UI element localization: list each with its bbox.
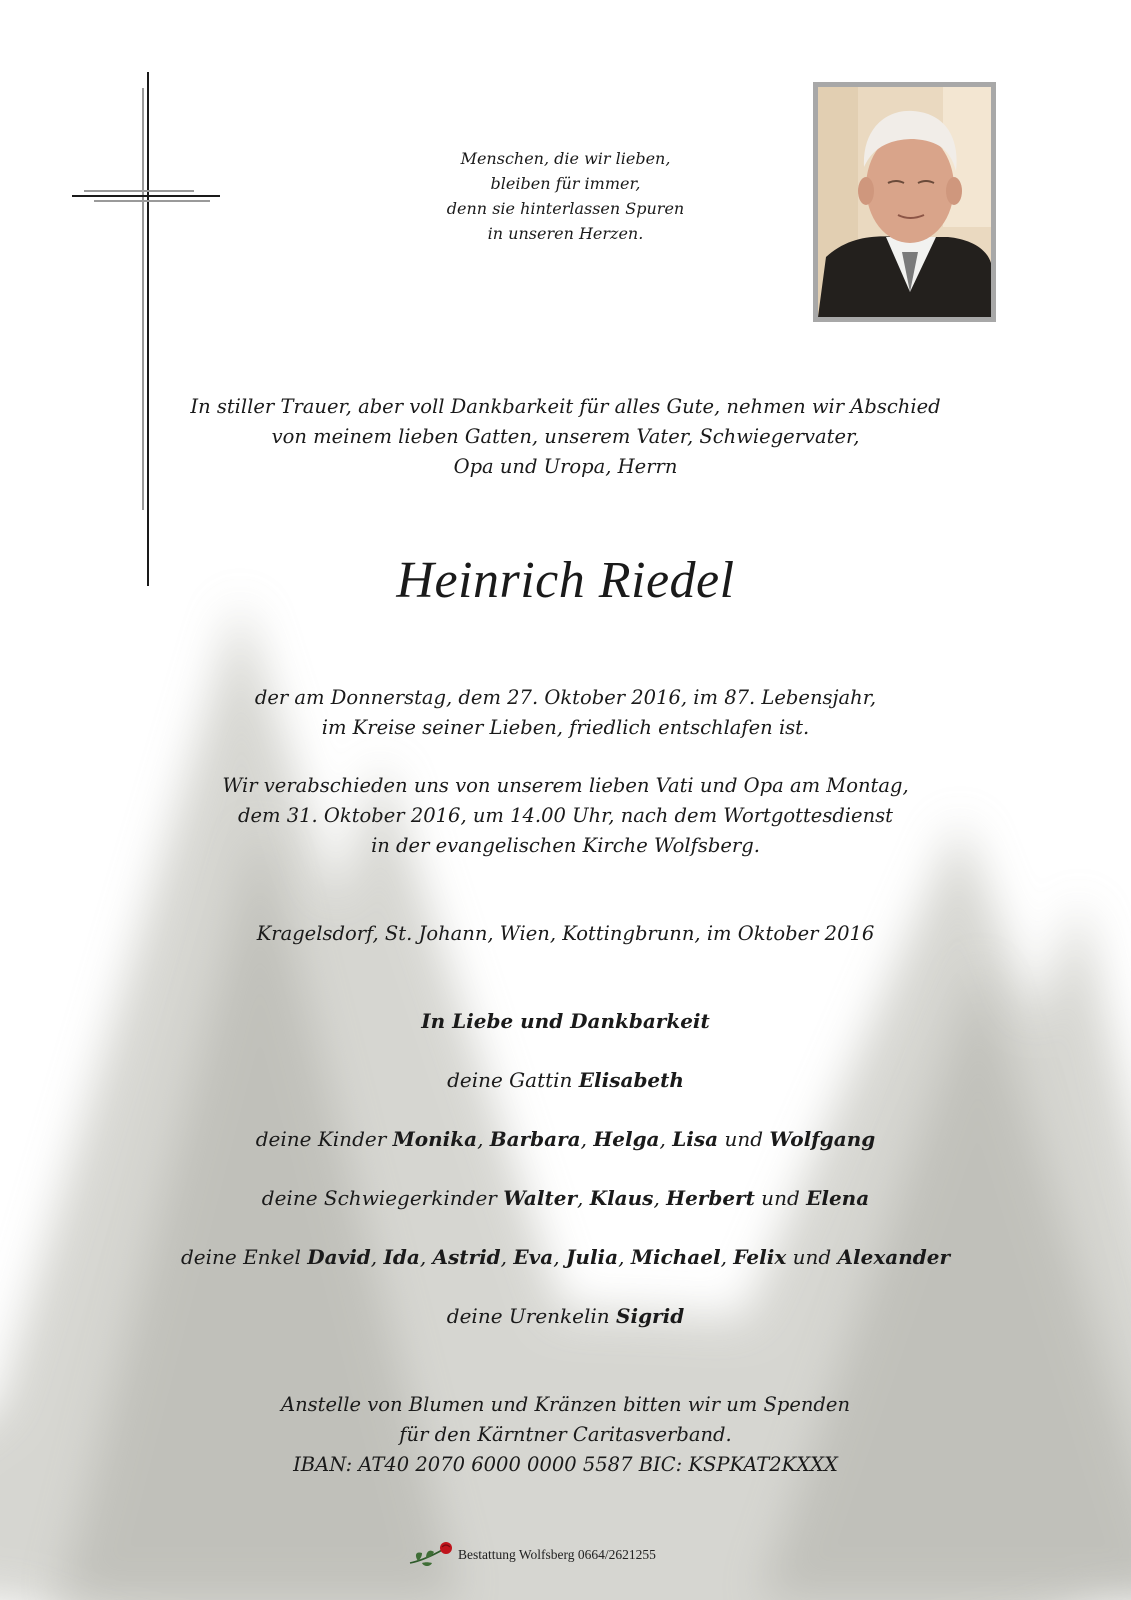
family-prefix: deine Schwiegerkinder bbox=[261, 1186, 504, 1210]
family-name: Barbara bbox=[489, 1127, 581, 1151]
family-name: Monika bbox=[392, 1127, 478, 1151]
family-prefix: deine Gattin bbox=[447, 1068, 579, 1092]
funeral-line: dem 31. Oktober 2016, um 14.00 Uhr, nach dem Wortgottesdienst bbox=[237, 804, 893, 827]
family-grandchildren bbox=[0, 1242, 1131, 1272]
family-separator: , bbox=[370, 1245, 384, 1269]
family-name: Walter bbox=[503, 1186, 577, 1210]
family-separator: , bbox=[653, 1186, 667, 1210]
family-wife bbox=[0, 1065, 1131, 1095]
intro-line: In stiller Trauer, aber voll Dankbarkeit für alles Gute, nehmen wir Abschied bbox=[190, 395, 941, 418]
motto-line: Menschen, die wir lieben, bbox=[460, 149, 671, 168]
motto-line: bleiben für immer, bbox=[490, 174, 641, 193]
rose-icon bbox=[408, 1541, 454, 1569]
death-line: der am Donnerstag, dem 27. Oktober 2016, im 87. Lebensjahr, bbox=[254, 686, 877, 709]
intro-text bbox=[0, 392, 1131, 482]
death-line: im Kreise seiner Lieben, friedlich entschlafen ist. bbox=[321, 716, 810, 739]
mourners-heading: In Liebe und Dankbarkeit bbox=[421, 1009, 710, 1033]
family-separator: , bbox=[720, 1245, 734, 1269]
family-prefix: deine Enkel bbox=[180, 1245, 308, 1269]
footer-text: Bestattung Wolfsberg 0664/2621255 bbox=[458, 1547, 656, 1562]
family-separator: , bbox=[618, 1245, 631, 1269]
family-separator: , bbox=[419, 1245, 433, 1269]
motto-verse bbox=[0, 146, 1131, 246]
family-name: David bbox=[307, 1245, 371, 1269]
place-date: Kragelsdorf, St. Johann, Wien, Kottingbrunn, im Oktober 2016 bbox=[256, 922, 875, 945]
family-prefix: deine Urenkelin bbox=[446, 1304, 617, 1328]
family-great-grandchild bbox=[0, 1301, 1131, 1331]
donation-request bbox=[0, 1390, 1131, 1480]
funeral-line: in der evangelischen Kirche Wolfsberg. bbox=[371, 834, 760, 857]
funeral-home-footer bbox=[408, 1543, 656, 1567]
family-name: Astrid bbox=[432, 1245, 501, 1269]
motto-line: denn sie hinterlassen Spuren bbox=[446, 199, 685, 218]
motto-line: in unseren Herzen. bbox=[487, 224, 644, 243]
funeral-line: Wir verabschieden uns von unserem lieben Vati und Opa am Montag, bbox=[222, 774, 909, 797]
family-name: Eva bbox=[513, 1245, 554, 1269]
family-separator: , bbox=[576, 1186, 590, 1210]
family-conjunction: und bbox=[786, 1245, 838, 1269]
family-children bbox=[0, 1124, 1131, 1154]
death-notice bbox=[0, 683, 1131, 743]
family-separator: , bbox=[553, 1245, 566, 1269]
family-name: Lisa bbox=[672, 1127, 719, 1151]
donation-line: für den Kärntner Caritasverband. bbox=[399, 1423, 732, 1446]
family-prefix: deine Kinder bbox=[255, 1127, 393, 1151]
donation-line: Anstelle von Blumen und Kränzen bitten wir um Spenden bbox=[280, 1393, 850, 1416]
family-separator: , bbox=[477, 1127, 490, 1151]
family-name: Helga bbox=[593, 1127, 660, 1151]
family-separator: , bbox=[580, 1127, 594, 1151]
family-name: Michael bbox=[630, 1245, 721, 1269]
family-name: Herbert bbox=[666, 1186, 755, 1210]
family-separator: , bbox=[659, 1127, 673, 1151]
donation-line: IBAN: AT40 2070 6000 0000 5587 BIC: KSPKAT2KXXX bbox=[293, 1453, 838, 1476]
family-name: Alexander bbox=[837, 1245, 951, 1269]
family-name: Elisabeth bbox=[578, 1068, 684, 1092]
family-name: Julia bbox=[565, 1245, 619, 1269]
deceased-name: Heinrich Riedel bbox=[396, 552, 735, 609]
family-name: Klaus bbox=[589, 1186, 654, 1210]
family-name: Elena bbox=[806, 1186, 870, 1210]
funeral-notice bbox=[0, 771, 1131, 861]
intro-line: von meinem lieben Gatten, unserem Vater, Schwiegervater, bbox=[271, 425, 860, 448]
family-name: Sigrid bbox=[616, 1304, 685, 1328]
family-conjunction: und bbox=[754, 1186, 807, 1210]
family-name: Felix bbox=[733, 1245, 787, 1269]
family-conjunction: und bbox=[718, 1127, 770, 1151]
family-children-in-law bbox=[0, 1183, 1131, 1213]
family-separator: , bbox=[500, 1245, 514, 1269]
family-name: Wolfgang bbox=[769, 1127, 876, 1151]
intro-line: Opa und Uropa, Herrn bbox=[453, 455, 678, 478]
family-name: Ida bbox=[383, 1245, 420, 1269]
